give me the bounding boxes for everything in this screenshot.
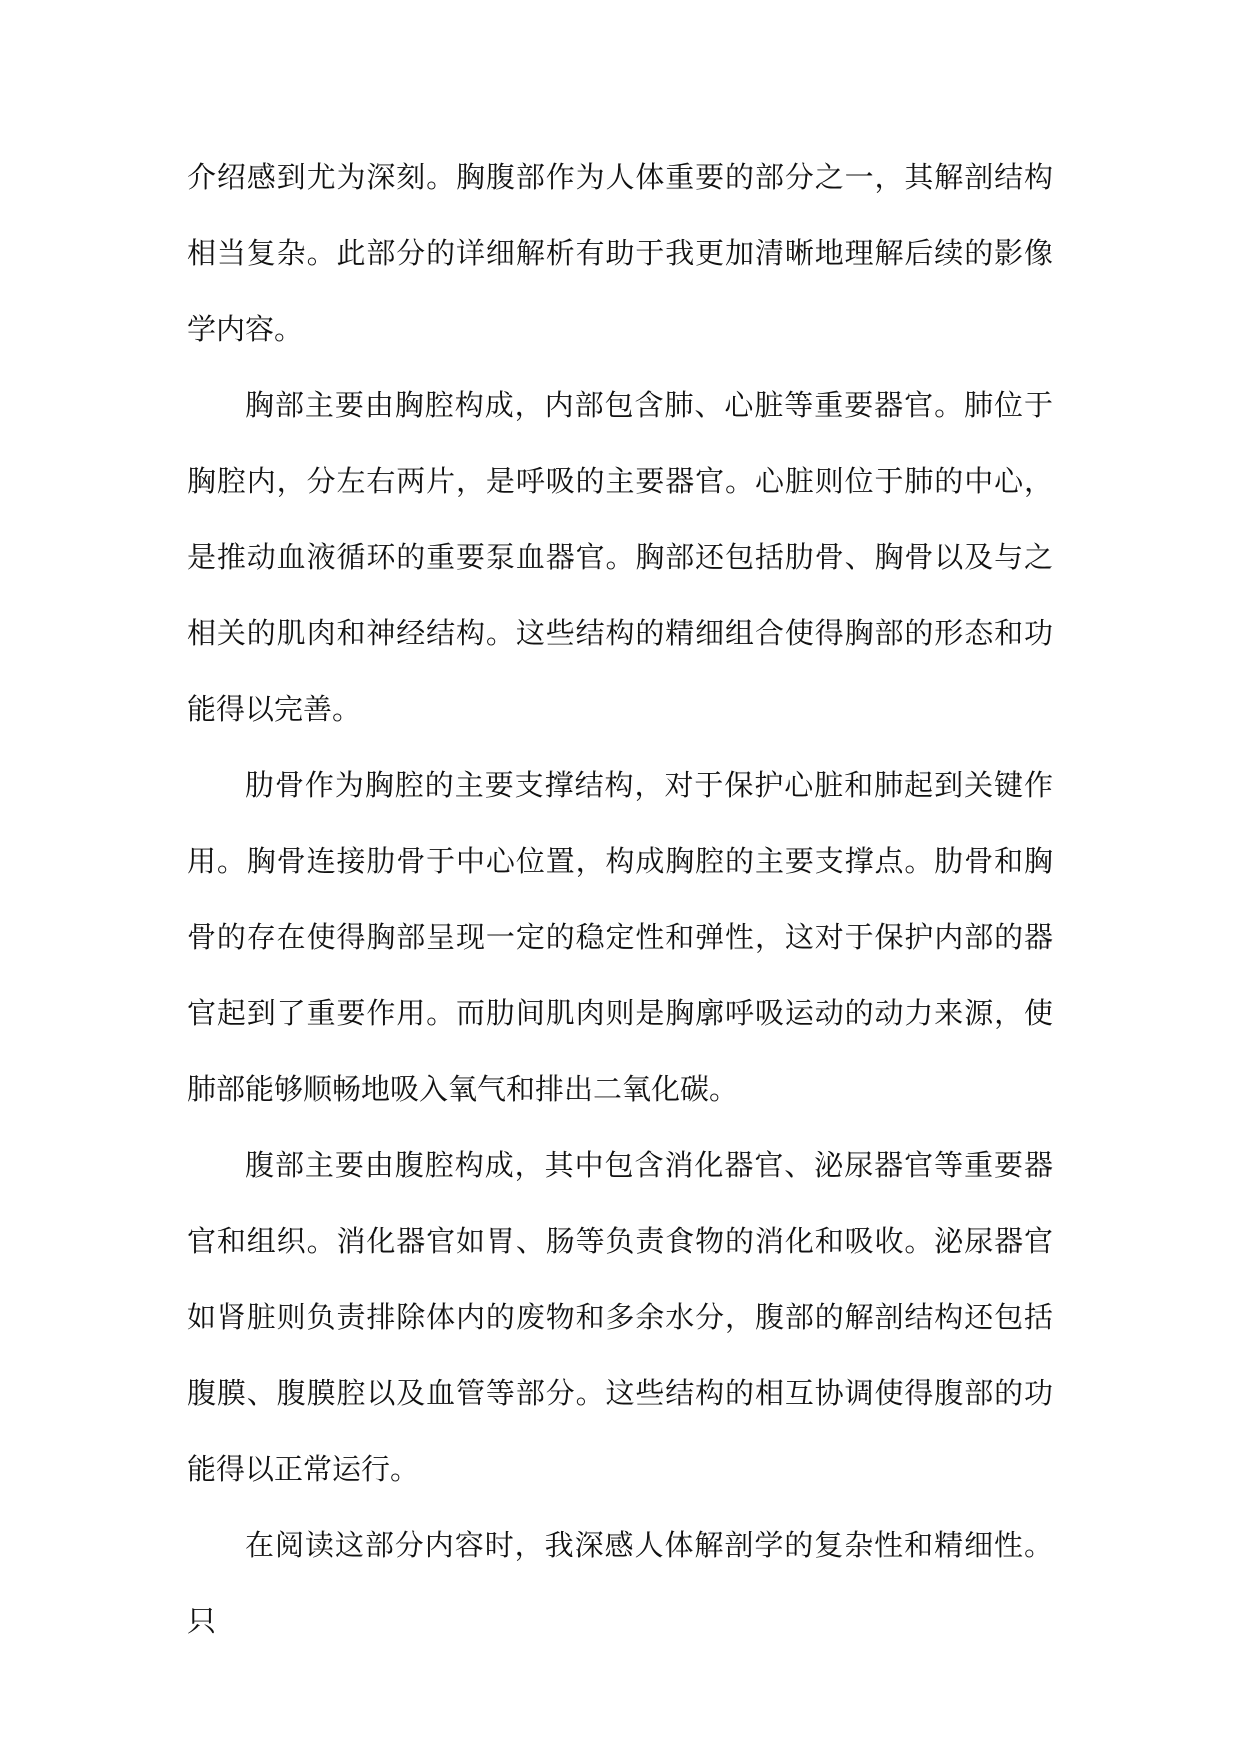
body-text xyxy=(187,139,1053,1659)
paragraph-ribs: 肋骨作为胸腔的主要支撑结构，对于保护心脏和肺起到关键作用。胸骨连接肋骨于中心位置，构成胸腔的主要支撑点。肋骨和胸骨的存在使得胸部呈现一定的稳定性和弹性，这对于保护内部的器官起到了重要作用。而肋间肌肉则是胸廓呼吸运动的动力来源，使肺部能够顺畅地吸入氧气和排出二氧化碳。 xyxy=(187,768,1053,1106)
paragraph-abdomen: 腹部主要由腹腔构成，其中包含消化器官、泌尿器官等重要器官和组织。消化器官如胃、肠等负责食物的消化和吸收。泌尿器官如肾脏则负责排除体内的废物和多余水分，腹部的解剖结构还包括腹膜、腹膜腔以及血管等部分。这些结构的相互协调使得腹部的功能得以正常运行。 xyxy=(187,1148,1053,1486)
paragraph-reflection: 在阅读这部分内容时，我深感人体解剖学的复杂性和精细性。只 xyxy=(187,1528,1053,1638)
paragraph-continuation: 介绍感到尤为深刻。胸腹部作为人体重要的部分之一，其解剖结构相当复杂。此部分的详细解析有助于我更加清晰地理解后续的影像学内容。 xyxy=(187,160,1053,346)
paragraph-chest: 胸部主要由胸腔构成，内部包含肺、心脏等重要器官。肺位于胸腔内，分左右两片，是呼吸的主要器官。心脏则位于肺的中心，是推动血液循环的重要泵血器官。胸部还包括肋骨、胸骨以及与之相关的肌肉和神经结构。这些结构的精细组合使得胸部的形态和功能得以完善。 xyxy=(187,388,1053,726)
